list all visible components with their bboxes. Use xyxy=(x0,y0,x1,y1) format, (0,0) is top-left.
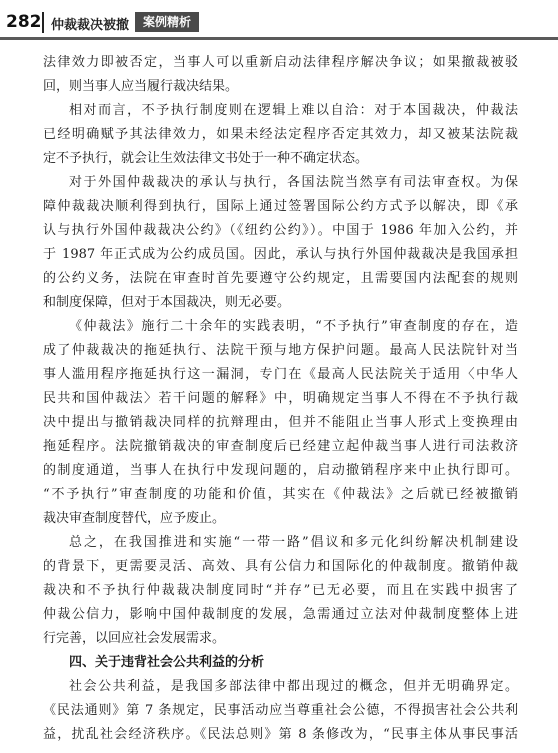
text-line: 已经明确赋予其法律效力，如果未经法定程序否定其效力，却又被某法院裁 xyxy=(43,127,518,142)
text-line: “不予执行”审查制度的功能和价值，其实在《仲裁法》之后就已经被撤销 xyxy=(43,487,518,502)
text-line: 拖延程序。法院撤销裁决的审查制度后已经建立起仲裁当事人进行司法救济 xyxy=(43,439,518,454)
text-line: 的背景下，更需要灵活、高效、具有公信力和国际化的仲裁制度。撤销仲裁 xyxy=(43,559,518,574)
text-line: 对于外国仲裁裁决的承认与执行，各国法院当然享有司法审查权。为保 xyxy=(69,175,518,190)
text-line: 总之，在我国推进和实施“一带一路”倡议和多元化纠纷解决机制建设 xyxy=(69,535,518,550)
body-text xyxy=(43,51,518,747)
text-line: 裁决和不予执行仲裁裁决制度同时“并存”已无必要，而且在实践中损害了 xyxy=(43,583,518,598)
text-line: 定不予执行，就会让生效法律文书处于一种不确定状态。 xyxy=(43,151,369,166)
text-line: 决中提出与撤销裁决同样的抗辩理由，但并不能阻止当事人形式上变换理由 xyxy=(43,415,518,430)
text-line: 回，则当事人应当履行裁决结果。 xyxy=(43,79,239,94)
running-header xyxy=(0,10,558,36)
text-line: 民共和国仲裁法〉若干问题的解释》中，明确规定当事人不得在不予执行裁 xyxy=(43,391,518,406)
section-tag: 案例精析 xyxy=(135,12,199,32)
text-line: 的公约义务，法院在审查时首先要遵守公约规定，且需要国内法配套的规则 xyxy=(43,271,518,286)
text-line: 于 1987 年正式成为公约成员国。因此，承认与执行外国仲裁裁决是我国承担 xyxy=(43,247,518,262)
section-heading: 四、关于违背社会公共利益的分析 xyxy=(69,655,265,670)
text-line: 仲裁公信力，影响中国仲裁制度的发展，急需通过立法对仲裁制度整体上进 xyxy=(43,607,518,622)
text-line: 法律效力即被否定，当事人可以重新启动法律程序解决争议；如果撤裁被驳 xyxy=(43,55,518,70)
text-line: 成了仲裁裁决的拖延执行、法院干预与地方保护问题。最高人民法院针对当 xyxy=(43,343,518,358)
book-title: 仲裁裁决被撤 xyxy=(51,18,130,33)
text-line: 《民法通则》第 7 条规定，民事活动应当尊重社会公德，不得损害社会公共利 xyxy=(43,703,518,718)
page-number: 282 xyxy=(6,12,42,32)
text-line: 《仲裁法》施行二十余年的实践表明，“不予执行”审查制度的存在，造 xyxy=(69,319,518,334)
text-line: 事人滥用程序拖延执行这一漏洞，专门在《最高人民法院关于适用〈中华人 xyxy=(43,367,518,382)
text-line: 行完善，以回应社会发展需求。 xyxy=(43,631,226,646)
text-line: 的制度通道，当事人在执行中发现问题的，启动撤销程序来中止执行即可。 xyxy=(43,463,518,478)
text-line: 认与执行外国仲裁裁决公约》（《纽约公约》）。中国于 1986 年加入公约，并 xyxy=(43,223,518,238)
header-divider xyxy=(42,12,44,33)
text-line: 社会公共利益，是我国多部法律中都出现过的概念，但并无明确界定。 xyxy=(69,679,518,694)
header-rule xyxy=(0,37,558,40)
text-line: 裁决审查制度替代，应予废止。 xyxy=(43,511,226,526)
text-line: 障仲裁裁决顺利得到执行，国际上通过签署国际公约方式予以解决，即《承 xyxy=(43,199,518,214)
text-line: 益，扰乱社会经济秩序。《民法总则》第 8 条修改为，“民事主体从事民事活 xyxy=(43,727,518,742)
text-line: 和制度保障，但对于本国裁决，则无必要。 xyxy=(43,295,291,310)
text-line: 相对而言，不予执行制度则在逻辑上难以自洽：对于本国裁决，仲裁法 xyxy=(69,103,518,118)
